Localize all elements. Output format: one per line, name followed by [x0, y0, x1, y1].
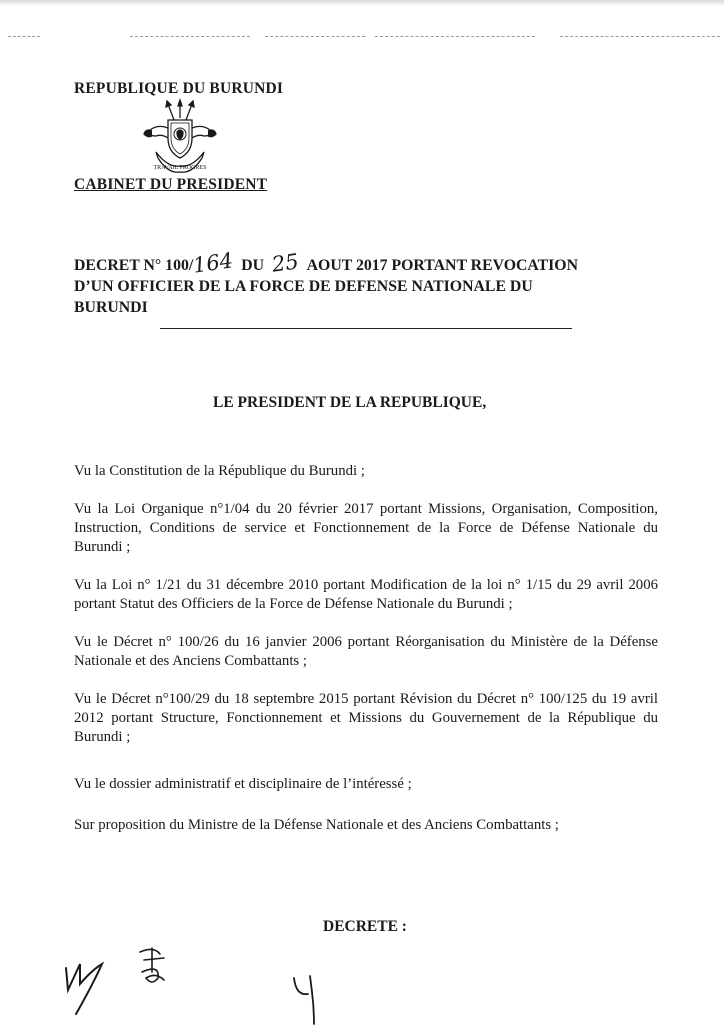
handwritten-decree-number: 164: [191, 248, 235, 278]
initial-mark-1-icon: [58, 950, 138, 1024]
decree-title-line2: D’UN OFFICIER DE LA FORCE DE DEFENSE NATIONALE DU: [74, 278, 533, 295]
scan-dash-line: [560, 36, 720, 37]
recital-law-officers-statute: Vu la Loi n° 1/21 du 31 décembre 2010 portant Modification de la loi n° 1/15 du 29 avril 2006 portant Statut des Officiers de la Force de Défense Nationale du Burundi ;: [74, 577, 658, 612]
scan-dash-line: [265, 36, 365, 37]
recital-constitution: Vu la Constitution de la République du Burundi ;: [74, 463, 365, 479]
handwritten-day: 25: [270, 249, 301, 277]
office-heading: CABINET DU PRESIDENT: [74, 176, 268, 193]
scan-dash-line: [375, 36, 535, 37]
authority-heading: LE PRESIDENT DE LA REPUBLIQUE,: [213, 394, 487, 411]
initial-mark-2-icon: [130, 942, 178, 1016]
scan-edge-shadow: [0, 0, 724, 6]
coat-of-arms-icon: [140, 98, 220, 180]
initial-mark-3-icon: [284, 962, 332, 1036]
decree-title-line1-rest: AOUT 2017 PORTANT REVOCATION: [306, 257, 579, 274]
decrete-heading: DECRETE :: [323, 918, 407, 935]
recital-proposal: Sur proposition du Ministre de la Défense Nationale et des Anciens Combattants ;: [74, 817, 559, 833]
emblem-motto: TRAVAIL PROGRES: [153, 165, 207, 171]
decree-title-du: DU: [241, 257, 265, 274]
decree-title: [74, 248, 654, 318]
decree-title-line3: BURUNDI: [74, 299, 148, 316]
recital-organic-law: Vu la Loi Organique n°1/04 du 20 février 2017 portant Missions, Organisation, Composition, Instruction, Conditions de service et Fonctionnement de la Force de Défense Nationale du Burundi ;: [74, 501, 658, 555]
recital-dossier: Vu le dossier administratif et disciplinaire de l’intéressé ;: [74, 776, 412, 792]
decree-title-prefix: DECRET N° 100/: [74, 257, 194, 274]
recital-decree-ministry: Vu le Décret n° 100/26 du 16 janvier 2006 portant Réorganisation du Ministère de la Défense Nationale et des Anciens Combattants ;: [74, 634, 658, 669]
title-divider: [160, 328, 572, 329]
scan-dash-line: [8, 36, 40, 37]
recital-decree-government: Vu le Décret n°100/29 du 18 septembre 2015 portant Révision du Décret n° 100/125 du 19 avril 2012 portant Structure, Fonctionnement et Missions du Gouvernement de la République du Burundi ;: [74, 691, 658, 745]
scan-dash-line: [130, 36, 250, 37]
country-heading: REPUBLIQUE DU BURUNDI: [74, 80, 284, 97]
